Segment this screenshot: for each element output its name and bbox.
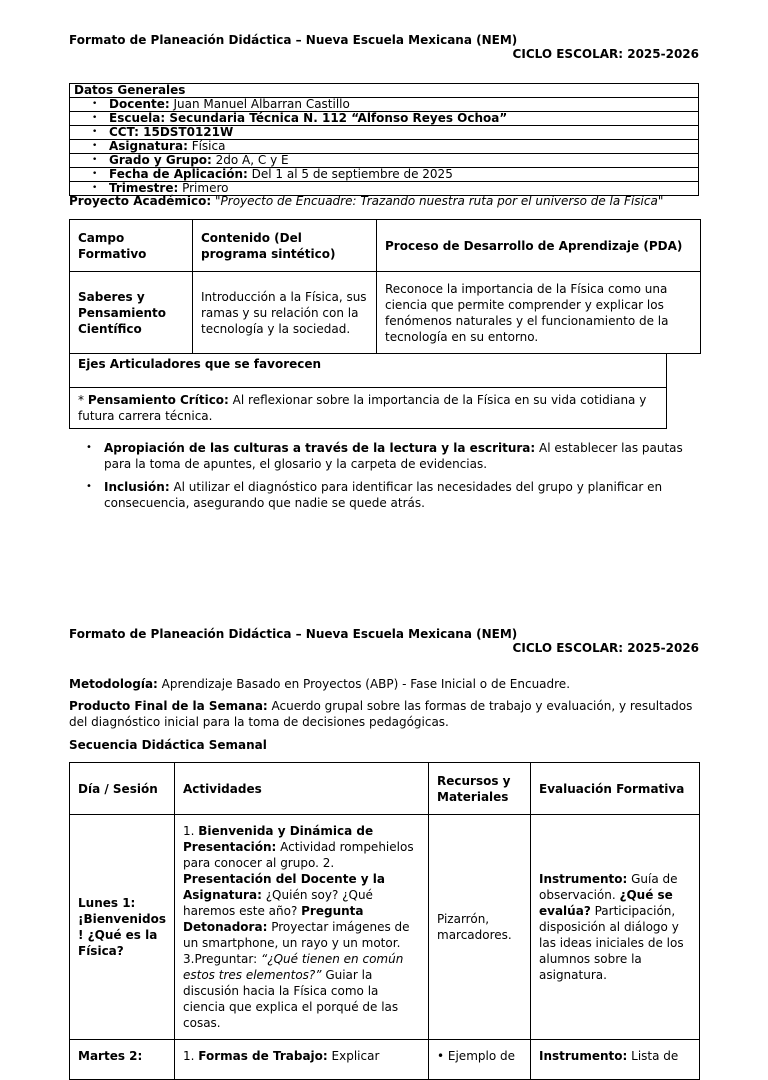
pda-cell-campo: Saberes y Pensamiento Científico xyxy=(70,272,193,354)
eje-bullet-apropiacion: • Apropiación de las culturas a través de la lectura y la escritura: Al establecer las pautas para la toma de apuntes, el glosario y la carpeta de evidencias. xyxy=(86,441,683,471)
datos-generales-heading: Datos Generales xyxy=(70,84,699,98)
wk-header-evaluacion: Evaluación Formativa xyxy=(531,763,700,815)
wk-cell-actividades-lunes: 1. Bienvenida y Dinámica de Presentación: Actividad rompehielos para conocer al grupo. 2. Presentación del Docente y la Asignatura: ¿Quién soy? ¿Qué haremos este año? Pregunta Detonadora: Proyectar imágenes de un smartphone, un rayo y un motor. 3.Preguntar: “¿Qué tienen en común estos tres elementos?” Guiar la discusión hacia la Física como la ciencia que explica el porqué de las cosas. xyxy=(175,815,429,1040)
producto-final: Producto Final de la Semana: Acuerdo grupal sobre las formas de trabajo y evaluación, y resultados del diagnóstico inicial para la toma de decisiones pedagógicas. xyxy=(69,699,693,729)
proyecto-academico: Proyecto Académico: "Proyecto de Encuadre: Trazando nuestra ruta por el universo de la Física" xyxy=(69,194,664,208)
pda-cell-proceso: Reconoce la importancia de la Física como una ciencia que permite comprender y explicar los fenómenos naturales y el funcionamiento de la tecnología en su entorno. xyxy=(377,272,701,354)
page2-title: Formato de Planeación Didáctica – Nueva Escuela Mexicana (NEM) xyxy=(69,627,518,641)
datos-item-asignatura: • Asignatura: Física xyxy=(74,140,694,153)
wk-header-recursos: Recursos y Materiales xyxy=(429,763,531,815)
wk-cell-recursos-lunes: Pizarrón, marcadores. xyxy=(429,815,531,1040)
secuencia-table xyxy=(69,762,700,1080)
wk-cell-evaluacion-lunes: Instrumento: Guía de observación. ¿Qué se evalúa? Participación, disposición al diálogo y las ideas iniciales de los alumnos sobre la asignatura. xyxy=(531,815,700,1040)
wk-header-dia: Día / Sesión xyxy=(70,763,175,815)
wk-cell-actividades-martes: 1. Formas de Trabajo: Explicar xyxy=(175,1040,429,1080)
wk-cell-dia-lunes: Lunes 1: ¡Bienvenidos ! ¿Qué es la Física? xyxy=(70,815,175,1040)
pda-header-contenido: Contenido (Del programa sintético) xyxy=(193,220,377,272)
page1-ciclo-escolar: CICLO ESCOLAR: 2025-2026 xyxy=(512,47,699,61)
eje-pensamiento-critico: * Pensamiento Crítico: Al reflexionar sobre la importancia de la Física en su vida cotidiana y futura carrera técnica. xyxy=(78,393,647,423)
datos-generales-table xyxy=(69,83,699,196)
datos-item-cct: • CCT: 15DST0121W xyxy=(74,126,694,139)
bullet-icon: • xyxy=(86,442,92,453)
datos-item-grado: • Grado y Grupo: 2do A, C y E xyxy=(74,154,694,167)
pda-header-campo: Campo Formativo xyxy=(70,220,193,272)
page2-ciclo-escolar: CICLO ESCOLAR: 2025-2026 xyxy=(512,641,699,655)
wk-cell-dia-martes: Martes 2: xyxy=(70,1040,175,1080)
table-row xyxy=(70,815,700,1040)
secuencia-heading: Secuencia Didáctica Semanal xyxy=(69,738,267,752)
datos-item-fecha: • Fecha de Aplicación: Del 1 al 5 de septiembre de 2025 xyxy=(74,168,694,181)
ejes-heading: Ejes Articuladores que se favorecen xyxy=(70,353,666,388)
wk-cell-recursos-martes: • Ejemplo de xyxy=(429,1040,531,1080)
datos-item-docente: • Docente: Juan Manuel Albarran Castillo xyxy=(74,98,694,111)
pda-cell-contenido: Introducción a la Física, sus ramas y su relación con la tecnología y la sociedad. xyxy=(193,272,377,354)
pda-table xyxy=(69,219,701,354)
pda-header-proceso: Proceso de Desarrollo de Aprendizaje (PDA) xyxy=(377,220,701,272)
datos-item-escuela: • Escuela: Secundaria Técnica N. 112 “Alfonso Reyes Ochoa” xyxy=(74,112,694,125)
ejes-box xyxy=(69,353,667,429)
bullet-icon: • xyxy=(86,481,92,492)
eje-bullet-inclusion: • Inclusión: Al utilizar el diagnóstico para identificar las necesidades del grupo y planificar en consecuencia, asegurando que nadie se quede atrás. xyxy=(86,480,663,510)
wk-header-actividades: Actividades xyxy=(175,763,429,815)
page1-title: Formato de Planeación Didáctica – Nueva Escuela Mexicana (NEM) xyxy=(69,33,518,47)
datos-item-trimestre: • Trimestre: Primero xyxy=(74,182,694,195)
metodologia: Metodología: Aprendizaje Basado en Proyectos (ABP) - Fase Inicial o de Encuadre. xyxy=(69,677,571,691)
wk-cell-evaluacion-martes: Instrumento: Lista de xyxy=(531,1040,700,1080)
table-row xyxy=(70,1040,700,1080)
